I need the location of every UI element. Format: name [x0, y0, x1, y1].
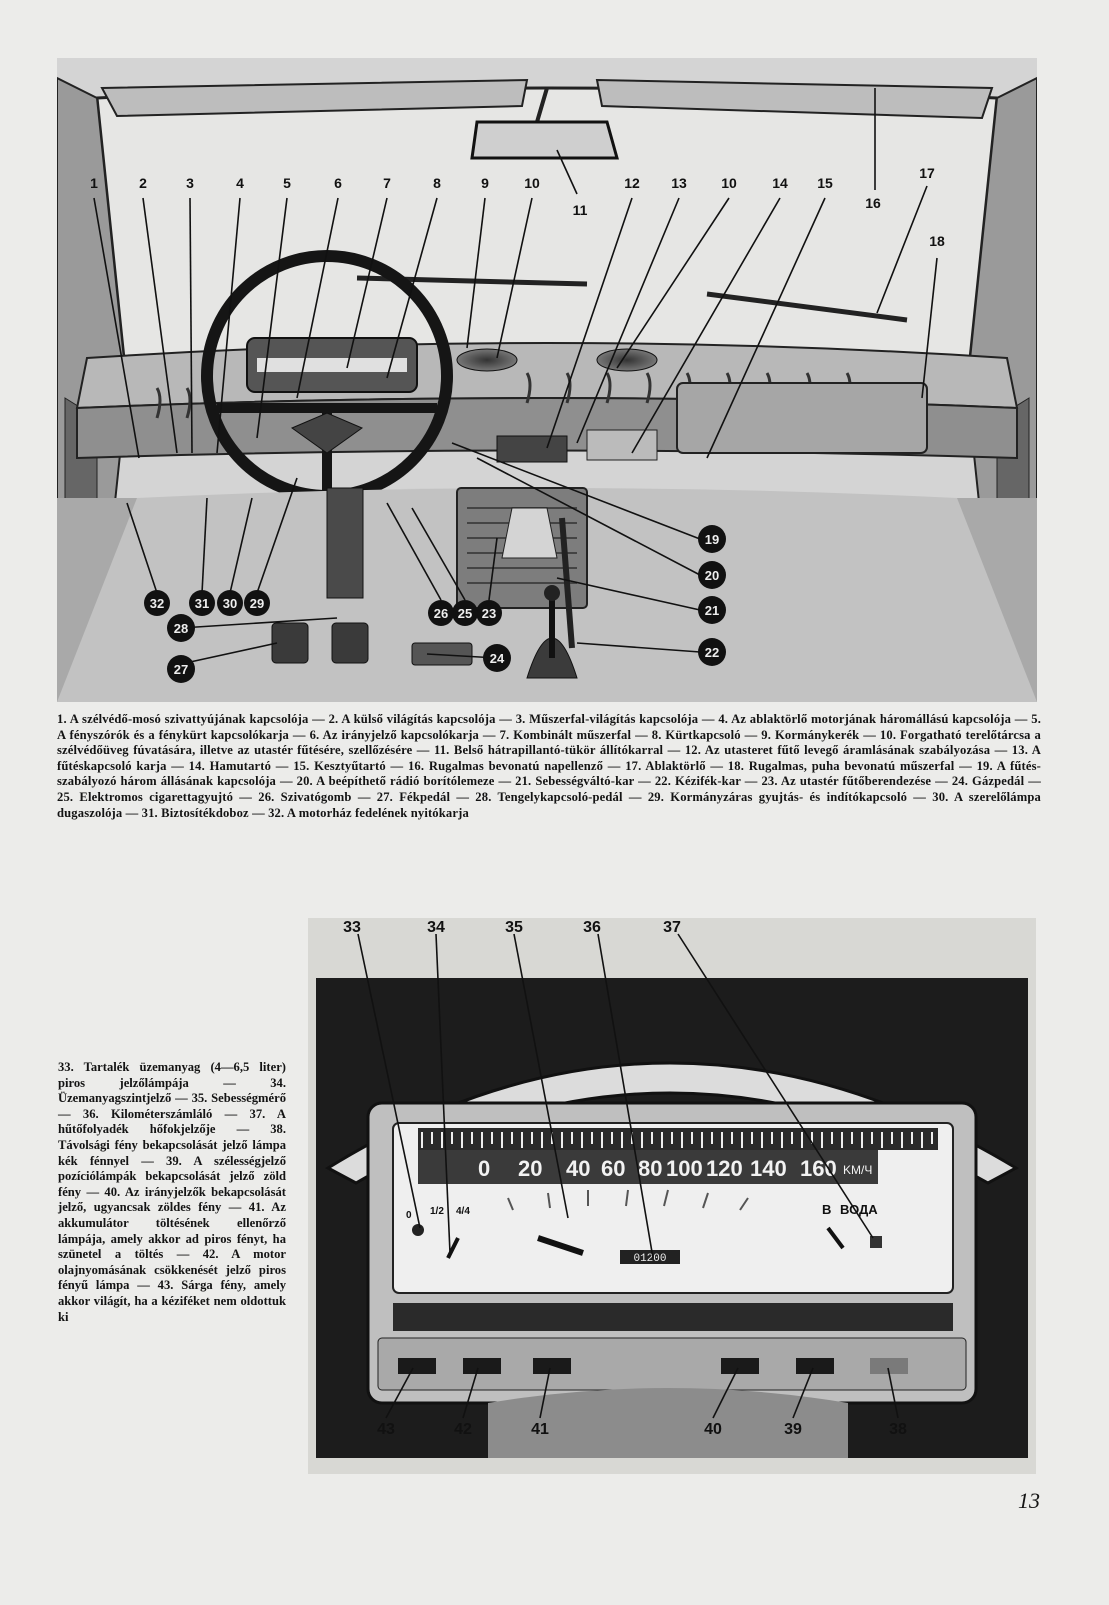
- fuel-label-half: 1/2: [430, 1206, 444, 1217]
- callout-23: [476, 600, 502, 626]
- svg-text:21: 21: [704, 603, 720, 618]
- svg-text:28: 28: [173, 621, 189, 636]
- callout-4: 4: [236, 175, 244, 191]
- callout-21: [698, 596, 726, 624]
- callout-2: 2: [139, 175, 147, 191]
- callout-33: 33: [343, 919, 361, 936]
- instrument-cluster-illustration: [308, 918, 1036, 1474]
- svg-text:23: 23: [481, 606, 497, 621]
- callout-8: 8: [433, 175, 441, 191]
- callout-28: [167, 614, 195, 642]
- speed-label-160: 160: [800, 1156, 837, 1181]
- svg-text:20: 20: [704, 568, 720, 583]
- callout-32: [144, 590, 170, 616]
- speed-label-80: 80: [638, 1156, 663, 1181]
- callout-12: 12: [624, 175, 640, 191]
- callout-39: 39: [784, 1421, 802, 1438]
- callout-6: 6: [334, 175, 342, 191]
- svg-text:30: 30: [222, 596, 238, 611]
- page-number: 13: [1018, 1488, 1040, 1513]
- callout-37: 37: [663, 919, 681, 936]
- speed-unit: KM/Ч: [843, 1163, 873, 1177]
- callout-42: 42: [454, 1421, 472, 1438]
- callout-22: [698, 638, 726, 666]
- svg-text:32: 32: [149, 596, 165, 611]
- callout-24: [483, 644, 511, 672]
- callout-27: [167, 655, 195, 683]
- callout-13: 13: [671, 175, 687, 191]
- callout-14: 14: [772, 175, 788, 191]
- callout-20: [698, 561, 726, 589]
- callout-7: 7: [383, 175, 391, 191]
- callout-15: 15: [817, 175, 833, 191]
- temp-label-b: В: [822, 1202, 832, 1217]
- callout-40: 40: [704, 1421, 722, 1438]
- callout-18: 18: [929, 233, 945, 249]
- speed-label-20: 20: [518, 1156, 543, 1181]
- reserve-fuel-lamp: [412, 1224, 424, 1236]
- callout-35: 35: [505, 919, 523, 936]
- svg-text:27: 27: [173, 662, 189, 677]
- lamp-41: [533, 1358, 571, 1374]
- callout-10b: 10: [721, 175, 737, 191]
- callout-31: [189, 590, 215, 616]
- callout-36: 36: [583, 919, 601, 936]
- odometer: 01200: [633, 1253, 667, 1265]
- callout-10: 10: [524, 175, 540, 191]
- callout-17: 17: [919, 165, 935, 181]
- callout-43: 43: [377, 1421, 395, 1438]
- svg-text:29: 29: [249, 596, 265, 611]
- callout-34: 34: [427, 919, 445, 936]
- callout-25: [452, 600, 478, 626]
- svg-text:25: 25: [457, 606, 473, 621]
- lamp-40: [721, 1358, 759, 1374]
- speed-label-60: 60: [601, 1156, 626, 1181]
- svg-text:31: 31: [194, 596, 210, 611]
- temp-label-voda: ВОДА: [840, 1202, 878, 1217]
- speed-label-140: 140: [750, 1156, 787, 1181]
- callout-19: [698, 525, 726, 553]
- lamp-39: [796, 1358, 834, 1374]
- speed-label-100: 100: [666, 1156, 703, 1181]
- speed-label-40: 40: [566, 1156, 591, 1181]
- callout-9: 9: [481, 175, 489, 191]
- callout-5: 5: [283, 175, 291, 191]
- speed-label-0: 0: [478, 1156, 491, 1181]
- svg-text:22: 22: [704, 645, 720, 660]
- fuel-label-full: 4/4: [456, 1206, 470, 1217]
- svg-text:26: 26: [433, 606, 449, 621]
- callout-29: [244, 590, 270, 616]
- callout-3: 3: [186, 175, 194, 191]
- instrument-caption: 33. Tartalék üzemanyag (4—6,5 liter) piros jelzőlámpája — 34. Üzemanyagszintjelző — 35. Sebességmérő — 36. Kilométerszámláló — 37. A hűtőfolyadék hőfokjelzője — 38. Távolsági fény bekapcsolását jelző lámpa kék fénnyel — 39. A szélességjelző pozíciólámpák bekapcsolását jelző zöld fény — 40. Az irányjelzők bekapcsolását jelző, ugyancsak zöldes fény — 41. Az akkumulátor töltésének ellenőrző lámpája, amely akkor ad piros fényt, ha szünetel a töltés — 42. A motor olajnyomásának csökkenését jelző piros fényű lámpa — 43. Sárga fény, amely akkor világít, ha a kéziféket nem oldottuk ki: [58, 1060, 286, 1324]
- callout-38: 38: [889, 1421, 907, 1438]
- lamp-42: [463, 1358, 501, 1374]
- fuel-label-empty: 0: [406, 1210, 412, 1221]
- callout-1: 1: [90, 175, 98, 191]
- callout-26: [428, 600, 454, 626]
- lamp-43: [398, 1358, 436, 1374]
- callout-16: 16: [865, 195, 881, 211]
- svg-text:19: 19: [704, 532, 720, 547]
- dashboard-illustration: [57, 58, 1037, 702]
- dashboard-caption: 1. A szélvédő-mosó szivattyújának kapcsolója — 2. A külső világítás kapcsolója — 3. Műszerfal-világítás kapcsolója — 4. Az ablaktörlő motorjának háromállású kapcsolója — 5. A fényszórók és a fénykürt kapcsolókarja — 6. Az irányjelző kapcsolókarja — 7. Kombinált műszerfal — 8. Kürtkapcsoló — 9. Kormánykerék — 10. Forgatható terelőtárcsa a szélvédőüveg fúvatására, illetve az utastér fűtésére, szellőzésére — 11. Belső hátrapillantó-tükör állítókarral — 12. Az utasteret fűtő levegő áramlásának szabályozása — 13. A fűtéskapcsoló karja — 14. Hamutartó — 15. Kesztyűtartó — 16. Rugalmas bevonatú napellenző — 17. Ablaktörlő — 18. Rugalmas, puha bevonatú műszerfal — 19. A fűtés-szabályozó három állásának kapcsolója — 20. A beépíthető rádió borítólemeze — 21. Sebességváltó-kar — 22. Kézifék-kar — 23. Az utastér fűtőberendezése — 24. Gázpedál — 25. Elektromos cigarettagyujtó — 26. Szivatógomb — 27. Fékpedál — 28. Tengelykapcsoló-pedál — 29. Kormányzáras gyujtás- és indítókapcsoló — 30. A szerelőlámpa dugaszolója — 31. Biztosítékdoboz — 32. A motorház fedelének nyitókarja: [57, 712, 1041, 820]
- callout-30: [217, 590, 243, 616]
- speed-label-120: 120: [706, 1156, 743, 1181]
- callout-41: 41: [531, 1421, 549, 1438]
- callout-11: 11: [572, 202, 588, 218]
- svg-text:24: 24: [489, 651, 505, 666]
